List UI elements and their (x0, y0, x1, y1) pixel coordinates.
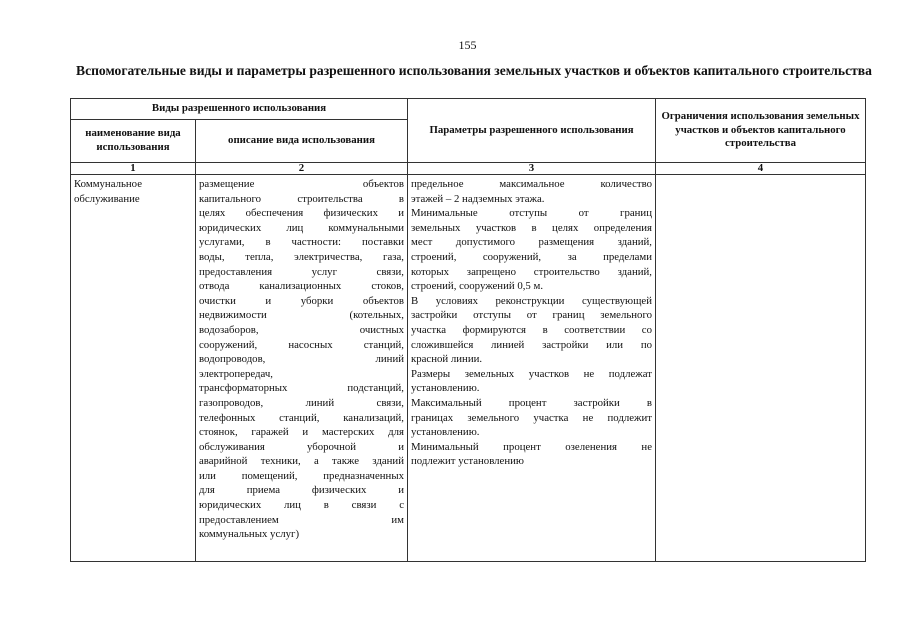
parameter-paragraph (411, 294, 652, 367)
use-name-cell: Коммунальное обслуживание (71, 175, 196, 562)
parameter-line: застройки отступы от границ земельного (411, 309, 652, 322)
description-line: электропередач, (199, 367, 273, 380)
description-line: водозаборов, очистных (199, 323, 404, 336)
parameter-line: установлению. (411, 382, 480, 395)
description-line: обслуживания уборочной и (199, 440, 404, 453)
description-line: предоставления услуг связи, (199, 265, 404, 278)
header-group-permitted-uses: Виды разрешенного использования (71, 99, 408, 120)
parameter-paragraph (411, 206, 652, 294)
description-line: очистки и уборки объектов (199, 294, 404, 307)
parameter-line: мест допустимого размещения зданий, (411, 236, 652, 249)
parameter-line: Максимальный процент застройки в (411, 396, 652, 409)
parameter-paragraph (411, 177, 652, 206)
description-line: газопроводов, линий связи, (199, 396, 404, 409)
parameter-line: которых запрещено строительство зданий, (411, 265, 652, 278)
parameters-cell (408, 175, 656, 562)
parameter-line: земельных участков в целях определения (411, 221, 652, 234)
column-number-1: 1 (71, 163, 196, 175)
description-line: трансформаторных подстанций, (199, 382, 404, 395)
parameter-line: границах земельного участка не подлежит (411, 411, 652, 424)
header-use-description: описание вида использования (196, 120, 408, 163)
parameter-paragraph (411, 396, 652, 440)
parameter-line: установлению. (411, 426, 480, 439)
description-line: или помещений, предназначенных (199, 469, 404, 482)
description-line: размещение объектов (199, 178, 404, 190)
permitted-use-table (70, 98, 866, 562)
parameter-line: Минимальный процент озеленения не (411, 440, 652, 453)
description-line: сооружений, насосных станций, (199, 338, 404, 351)
header-restrictions: Ограничения использования земельных участков и объектов капитального строительства (656, 99, 866, 163)
description-line: для приема физических и (199, 484, 404, 497)
parameter-line: красной линии. (411, 353, 483, 366)
column-number-2: 2 (196, 163, 408, 175)
page-number: 155 (458, 38, 477, 52)
description-line: коммунальных услуг) (199, 528, 300, 541)
description-line: юридических лиц в связи с (199, 499, 404, 512)
description-line: аварийной техники, а также зданий (199, 455, 404, 468)
description-line: услугами, в частности: поставки (199, 236, 404, 249)
parameter-line: В условиях реконструкции существующей (411, 294, 652, 307)
description-line: стоянок, гаражей и мастерских для (199, 426, 404, 439)
column-number-4: 4 (656, 163, 866, 175)
column-number-3: 3 (408, 163, 656, 175)
parameter-line: строений, сооружений, за пределами (411, 250, 652, 263)
description-line: юридических лиц коммунальными (199, 221, 404, 234)
description-line: телефонных станций, канализаций, (199, 411, 404, 424)
table-row (71, 175, 866, 562)
parameter-line: Минимальные отступы от границ (411, 207, 652, 220)
parameter-paragraph (411, 367, 652, 396)
parameter-line: сложившейся линией застройки или по (411, 338, 652, 351)
use-description-cell (196, 175, 408, 562)
description-line: предоставлением им (199, 513, 404, 526)
description-line: отвода канализационных стоков, (199, 280, 404, 293)
description-line: недвижимости (котельных, (199, 309, 404, 322)
parameter-line: предельное максимальное количество (411, 178, 652, 190)
restrictions-cell (656, 175, 866, 562)
parameter-line: Размеры земельных участков не подлежат (411, 367, 652, 380)
header-parameters: Параметры разрешенного использования (408, 99, 656, 163)
parameter-line: строений, сооружений 0,5 м. (411, 280, 544, 293)
parameter-line: участка формируются в соответствии со (411, 323, 652, 336)
parameter-line: подлежит установлению (411, 455, 524, 468)
page-title: Вспомогательные виды и параметры разрешенного использования земельных участков и объектов капитального строительства (76, 63, 872, 78)
parameter-paragraph (411, 440, 652, 469)
description-line: воды, тепла, электричества, газа, (199, 250, 404, 263)
header-use-name: наименование вида использования (71, 120, 196, 163)
description-line: водопроводов, линий (199, 353, 404, 366)
parameter-line: этажей – 2 надземных этажа. (411, 192, 545, 205)
description-line: целях обеспечения физических и (199, 207, 404, 220)
description-line: капитального строительства в (199, 192, 404, 205)
